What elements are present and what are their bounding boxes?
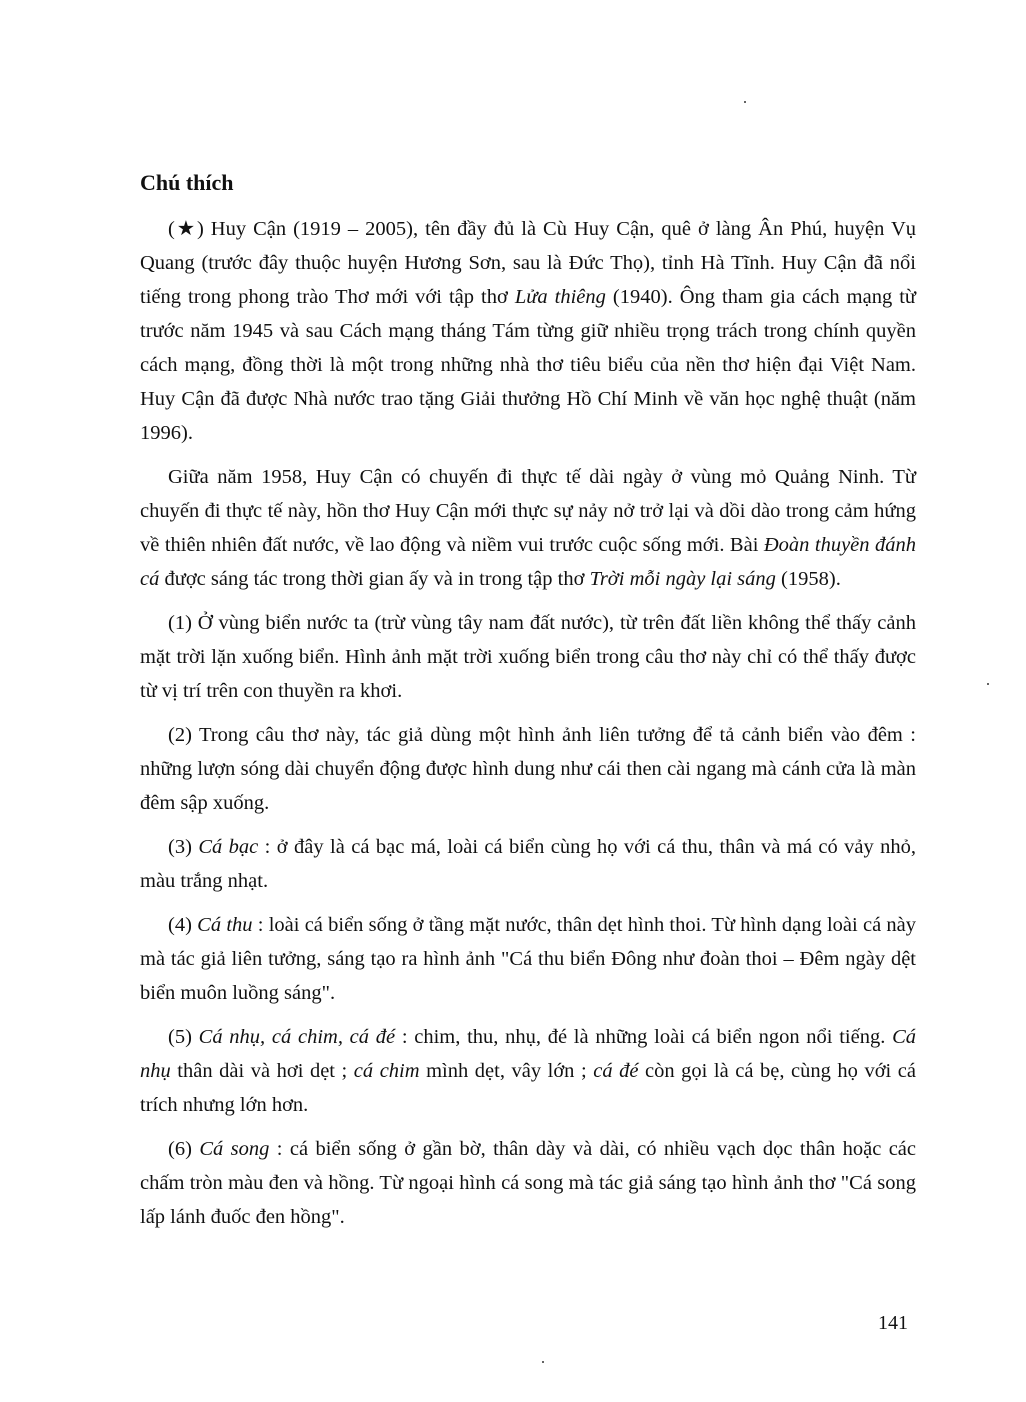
text-run: : cá biển sống ở gần bờ, thân dày và dài, có nhiều vạch dọc thân hoặc các chấm tròn màu đen và hồng. Từ ngoại hình cá song mà tác giả sáng tạo hình ảnh thơ "Cá song lấp lánh đuốc đen hồng". <box>140 1138 917 1228</box>
italic-term: Cá song <box>199 1138 270 1160</box>
italic-term: Trời mỗi ngày lại sáng <box>589 568 776 590</box>
footnote-note-6 <box>140 1132 916 1234</box>
text-run: thân dài và hơi dẹt ; <box>170 1060 354 1082</box>
notes-body <box>140 212 916 1244</box>
section-heading: Chú thích <box>140 170 234 195</box>
footnote-note-2 <box>140 718 916 820</box>
footnote-note-star <box>140 212 916 450</box>
italic-term: Cá thu <box>197 914 253 936</box>
text-run: : loài cá biển sống ở tầng mặt nước, thân dẹt hình thoi. Từ hình dạng loài cá này mà tác giả liên tưởng, sáng tạo ra hình ảnh "Cá thu biển Đông như đoàn thoi – Đêm ngày dệt biển muôn luồng sáng". <box>140 914 917 1004</box>
text-run: : ở đây là cá bạc má, loài cá biển cùng họ với cá thu, thân và má có vảy nhỏ, màu trắng nhạt. <box>140 836 917 892</box>
footnote-note-context <box>140 460 916 596</box>
text-run: (1) Ở vùng biển nước ta (trừ vùng tây nam đất nước), từ trên đất liền không thể thấy cảnh mặt trời lặn xuống biển. Hình ảnh mặt trời xuống biển trong câu thơ này chỉ có thể thấy được từ vị trí trên con thuyền ra khơi. <box>140 612 916 702</box>
footnote-note-3 <box>140 830 916 898</box>
text-run: còn gọi là cá bẹ, cùng họ với cá trích nhưng lớn hơn. <box>140 1060 916 1116</box>
text-run: mình dẹt, vây lớn ; <box>419 1060 594 1082</box>
scan-speck <box>744 101 746 103</box>
footnote-note-5 <box>140 1020 916 1122</box>
text-run: (2) Trong câu thơ này, tác giả dùng một hình ảnh liên tưởng để tả cảnh biển vào đêm : những lượn sóng dài chuyển động được hình dung như cái then cài ngang mà cánh cửa là màn đêm sập xuống. <box>140 724 916 814</box>
italic-term: Lửa thiêng <box>514 286 606 308</box>
italic-term: Cá nhụ, cá chim, cá đé <box>198 1026 396 1048</box>
italic-term: cá đé <box>593 1060 639 1082</box>
italic-term: cá chim <box>353 1060 420 1082</box>
text-run: (6) <box>168 1138 200 1160</box>
text-run: (3) <box>168 836 199 858</box>
page-number: 141 <box>878 1312 908 1334</box>
italic-term: Cá bạc <box>198 836 259 858</box>
text-run: (4) <box>168 914 198 936</box>
text-run: (★) Huy Cận (1919 – 2005), tên đầy đủ là Cù Huy Cận, quê ở làng Ân Phú, huyện Vụ Quang (trước đây thuộc huyện Hương Sơn, sau là Đức Thọ), tỉnh Hà Tĩnh. Huy Cận đã nổi tiếng trong phong trào Thơ mới với tập thơ <box>140 218 916 308</box>
text-run: : chim, thu, nhụ, đé là những loài cá biển ngon nổi tiếng. <box>395 1026 893 1048</box>
text-run: (5) <box>168 1026 199 1048</box>
text-run: được sáng tác trong thời gian ấy và in trong tập thơ <box>159 568 590 590</box>
text-run: (1958). <box>775 568 841 590</box>
scan-speck <box>987 683 989 685</box>
italic-term: Đoàn thuyền đánh cá <box>140 534 916 590</box>
footnote-note-1 <box>140 606 916 708</box>
text-run: (1940). Ông tham gia cách mạng từ trước năm 1945 và sau Cách mạng tháng Tám từng giữ nhiều trọng trách trong chính quyền cách mạng, đồng thời là một trong những nhà thơ tiêu biểu của nền thơ hiện đại Việt Nam. Huy Cận đã được Nhà nước trao tặng Giải thưởng Hồ Chí Minh về văn học nghệ thuật (năm 1996). <box>140 286 917 444</box>
text-run: Giữa năm 1958, Huy Cận có chuyến đi thực tế dài ngày ở vùng mỏ Quảng Ninh. Từ chuyến đi thực tế này, hồn thơ Huy Cận mới thực sự nảy nở trở lại và dồi dào trong cảm hứng về thiên nhiên đất nước, về lao động và niềm vui trước cuộc sống mới. Bài <box>140 466 916 556</box>
italic-term: Cá nhụ <box>140 1026 916 1082</box>
footnote-note-4 <box>140 908 916 1010</box>
scan-speck <box>542 1361 544 1363</box>
